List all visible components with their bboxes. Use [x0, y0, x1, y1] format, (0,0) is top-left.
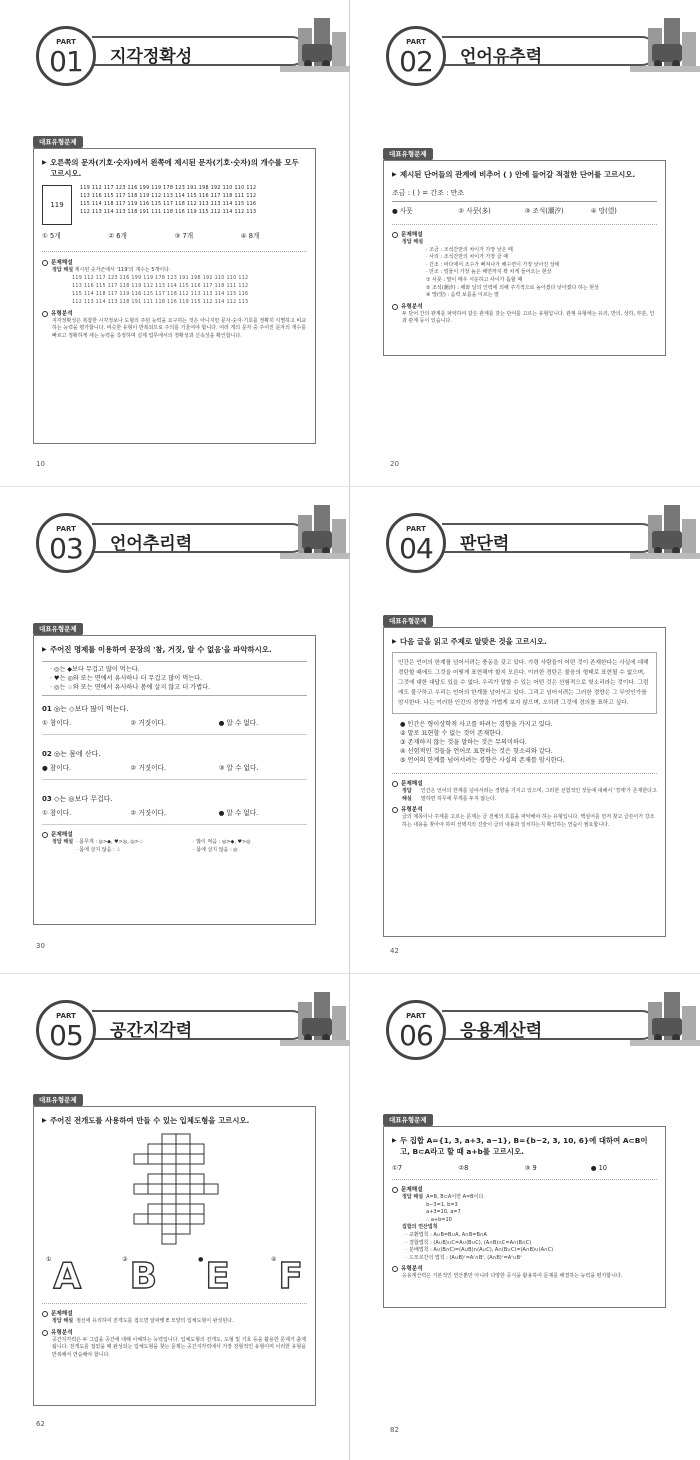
wrong-note: ② 조석(潮汐) : 해와 달의 인력에 의해 주기적으로 높아졌다 낮아졌다 하는 현상 [426, 284, 599, 291]
note-line: · 간조 : 바다에서 조수가 빠져나가 해수면이 가장 낮아진 상태 [426, 261, 560, 268]
option-1[interactable]: ● 인간은 형이상학적 사고를 하려는 경향을 가지고 있다. [400, 721, 553, 728]
analysis-heading [392, 231, 657, 239]
data-block [42, 185, 307, 225]
formula-line: · 결합법칙 : (A∪B)∪C=A∪(B∪C), (A∩B)∩C=A∩(B∩C) [406, 1239, 532, 1246]
part-title: 지각정확성 [110, 47, 193, 67]
part-number: 02 [399, 45, 433, 78]
part-badge [36, 1000, 96, 1060]
item-number: 03 [42, 795, 52, 803]
bullet-icon [42, 1311, 48, 1317]
answer-label: 정답 해설 [52, 839, 74, 845]
option[interactable]: ① 참이다. [42, 809, 72, 817]
type-text: 공간지각력은 두 그림을 공간에 대해 이해하는 능력입니다. 입체도형의 전개도, 도형 및 기호 등을 활용한 문제가 출제됩니다. 전개도를 접었을 때 완성되는 입체도형을 찾는 문제는 공간지각력에서 가장 전형적인 유형이며 이러한 유형을 반복해서 연습해야 합니다. [52, 1336, 307, 1358]
part-label: PART [56, 38, 76, 46]
part-badge [386, 26, 446, 86]
part-badge [386, 513, 446, 573]
explain-line: A=B, B⊂A이면 A=B이다. [426, 1194, 485, 1200]
part-badge [36, 26, 96, 86]
part-label: PART [406, 525, 426, 533]
option-1[interactable] [46, 1256, 81, 1297]
part-header [0, 487, 350, 607]
type-label: 유형분석 [51, 310, 73, 317]
option-4[interactable]: ④ 망(望) [590, 207, 617, 215]
bullet-icon [392, 232, 398, 238]
analysis-section [42, 1303, 307, 1359]
option-4[interactable]: ④ 선험적인 것들을 언어로 표현하는 것은 헛소리와 같다. [400, 748, 553, 755]
analysis-heading [42, 259, 307, 267]
type-heading [42, 1329, 307, 1337]
part-title: 언어유추력 [460, 47, 543, 67]
explain-line: · 많이 먹음 : ◎>◆, ♥>◎ [193, 839, 251, 845]
analysis-row [52, 839, 307, 854]
type-text: 두 단어 간의 관계를 파악하여 같은 관계를 갖는 단어를 고르는 유형입니다. 관계 유형에는 유의, 반의, 상하, 부분, 인과 관계 등이 있습니다. [402, 310, 655, 325]
statement-options [392, 720, 657, 765]
problem-box [383, 160, 666, 356]
city-illustration [278, 982, 350, 1054]
representative-tag: 대표유형문제 [383, 148, 433, 160]
option-2[interactable]: ②8 [458, 1164, 469, 1172]
type-heading [392, 806, 657, 814]
bullet-icon [42, 832, 48, 838]
grid-row: 115 114 118 117 119 116 115 117 118 112 113 113 114 115 116 [72, 291, 249, 297]
bullet-icon [392, 304, 398, 310]
answer-row [402, 788, 657, 803]
option-3[interactable]: ③ 존재하지 않는 것을 말하는 것은 무의미하다. [400, 739, 527, 746]
item-options [42, 763, 307, 780]
item-number: 02 [42, 750, 52, 758]
page-number: 20 [390, 460, 399, 468]
option-mark: ● [198, 1256, 204, 1263]
part-title: 판단력 [460, 534, 510, 554]
item-options [42, 808, 307, 825]
option-mark: ① [46, 1256, 52, 1263]
answer-label: 정답 해설 [402, 788, 412, 802]
option-4[interactable]: ④ 8개 [240, 232, 260, 240]
page-number: 30 [36, 942, 45, 950]
wrong-note: ④ 망(望) : 음력 보름을 이르는 말 [426, 292, 499, 299]
block-letter: B [129, 1256, 158, 1297]
explain-lines [426, 1194, 485, 1224]
option-1[interactable]: ① 5개 [42, 232, 61, 240]
part-number: 05 [49, 1019, 83, 1052]
analysis-section [392, 773, 657, 829]
part-number: 03 [49, 532, 83, 565]
reading-passage: 인간은 언어의 한계를 넘어서려는 충동을 갖고 있다. 가령 사람들이 어떤 것이 존재한다는 사실에 대해 경탄할 때에도 그것을 어떻게 표현해야 할지 모른다. 이러한 경탄은 물음의 형태로 표현될 수 없으며, 그것에 대한 대답도 있을 수 없다. 우리가 말할 수 있는 어떤 것은 선험적으로 헛소리라는 것이다. 그럼에도 불구하고 우리는 언어의 한계를 넘어서고 있다. 그리고 넘어서려는 그러한 경향은 그 무엇인가를 암시한다. 나는 이러한 인간의 경향을 가볍게 보지 않으며, 오히려 그것에 경의를 표하고 싶다. [392, 652, 657, 714]
shape-options [42, 1256, 307, 1297]
type-text: 글의 제목이나 주제를 고르는 문제는 글 전체의 흐름을 파악해야 하는 유형입니다. 핵심어를 먼저 찾고 글쓴이가 강조하는 내용을 찾아야 하며 선택지의 진술이 글의 내용과 일치하는지 확인하는 연습이 필요합니다. [402, 814, 655, 828]
type-heading [42, 310, 307, 318]
analysis-heading [42, 1310, 307, 1318]
answer-explain: 인간은 언어의 한계를 넘어서려는 경향을 가지고 있으며, 그러한 선험적인 것들에 대해서 '경계'가 존재한다고 말하면 허무에 무게를 두지 않는다. [420, 788, 657, 802]
problem-box [33, 635, 316, 925]
bullet-icon [392, 781, 398, 787]
bullet-icon [42, 311, 48, 317]
answer-options [42, 231, 307, 241]
premise: · ◎는 ◆보다 무겁고 많이 먹는다. [50, 666, 140, 673]
part-badge [386, 1000, 446, 1060]
type-heading [392, 303, 657, 311]
option[interactable]: ● 알 수 없다. [218, 719, 259, 727]
option-5[interactable]: ⑤ 언어의 한계를 넘어서려는 경향은 사실의 존재를 암시한다. [400, 757, 565, 764]
item-02 [42, 749, 307, 759]
page-part-04 [350, 487, 700, 973]
option-3[interactable] [198, 1256, 230, 1297]
bullet-icon [392, 1187, 398, 1193]
wrong-note: ① 사뭇 : 말이 매우 서운하고 사이가 뜸할 때 [426, 276, 523, 283]
analysis-section [392, 224, 657, 326]
answer-explain: 점선에 유의하여 전개도를 접으면 알파벳 E 모양의 입체도형이 완성된다. [76, 1318, 234, 1324]
grid-row: 119 112 117 123 116 199 119 178 123 191 198 192 110 110 112 [72, 275, 249, 281]
question-text: ▶ 두 집합 A={1, 3, a+3, a−1}, B={b−2, 3, 10, 6}에 대하여 A⊂B이고, B⊂A라고 할 때 a+b를 고르시오. [392, 1135, 657, 1157]
page-part-02 [350, 0, 700, 486]
city-illustration [628, 982, 700, 1054]
item-number: 01 [42, 705, 52, 713]
option-4[interactable]: ● 10 [590, 1164, 607, 1172]
analysis-heading [392, 1186, 657, 1194]
page-part-03 [0, 487, 350, 973]
problem-box [383, 1126, 666, 1308]
answer-row [52, 267, 307, 275]
analysis-label: 문제해설 [51, 1311, 73, 1317]
option[interactable]: ② 거짓이다. [130, 719, 166, 727]
part-badge [36, 513, 96, 573]
option-2[interactable]: ② 사뭇(多) [458, 207, 491, 215]
explain-line: ∴ a+b=10 [426, 1216, 452, 1223]
page-part-05 [0, 974, 350, 1460]
item-text: ◎는 몸에 산다. [53, 750, 101, 758]
part-title: 언어추리력 [110, 534, 193, 554]
page-part-06 [350, 974, 700, 1460]
item-01 [42, 704, 307, 714]
type-label: 유형분석 [401, 1266, 423, 1273]
part-number: 06 [399, 1019, 433, 1052]
bullet-icon [392, 807, 398, 813]
option[interactable]: ② 거짓이다. [130, 809, 166, 817]
item-text: ◇는 ◎보다 무겁다. [53, 795, 113, 803]
formula-line: · 교환법칙 : A∪B=B∪A, A∩B=B∩A [406, 1231, 487, 1238]
option-mark: ④ [271, 1256, 277, 1263]
part-header [0, 0, 350, 120]
representative-tag: 대표유형문제 [383, 615, 433, 627]
explain-line: a+3=10, a=7 [426, 1209, 461, 1216]
representative-tag: 대표유형문제 [383, 1114, 433, 1126]
city-illustration [278, 8, 350, 80]
city-illustration [628, 495, 700, 567]
grid-row: 119 112 117 123 116 199 119 178 123 191 198 192 110 110 112 [80, 186, 257, 191]
analysis-label: 문제해설 [401, 232, 423, 238]
city-illustration [628, 8, 700, 80]
part-header [350, 0, 700, 120]
city-illustration [278, 495, 350, 567]
explain-line: · 몸에 살지 않음 : ♤ [76, 846, 121, 853]
premise: · ♥는 ◎와 또는 면에서 유사하나 더 무겁고 많이 먹는다. [50, 675, 203, 682]
page-part-01 [0, 0, 350, 486]
question-text: ▶ 다음 글을 읽고 주제로 알맞은 것을 고르시오. [392, 636, 657, 647]
item-options [42, 718, 307, 735]
part-title: 공간지각력 [110, 1021, 193, 1041]
representative-tag: 대표유형문제 [33, 136, 83, 148]
part-label: PART [406, 38, 426, 46]
type-text: 지각정확성은 복잡한 시각정보나 도형의 주된 능력을 요구하는 것은 아니지만 문자·숫자·기호를 정확히 식별하고 비교하는 능력을 평가합니다. 비슷한 유형이 반복되므로 주의를 기울여야 합니다. 여러 개의 문자 중 주어진 문자의 개수를 빠르고 정확하게 세는 능력을 측정하며 실제 업무에서의 정확성과 신속성을 확인합니다. [52, 317, 307, 339]
formula-title: 집합의 연산법칙 [402, 1224, 438, 1231]
formula-list [406, 1232, 657, 1262]
answer-label: 정답 해설 [402, 239, 424, 245]
option[interactable]: ① 참이다. [42, 719, 72, 727]
option-3[interactable]: ③ 9 [524, 1164, 537, 1172]
answer-explain: 제시된 숫자군에서 '119'의 개수는 5개이다. [74, 267, 171, 273]
option[interactable]: ● 참이다. [42, 764, 72, 772]
analysis-label: 문제해설 [401, 781, 423, 787]
answer-options [392, 206, 657, 216]
question-text: ▶ 주어진 전개도를 사용하여 만들 수 있는 입체도형을 고르시오. [42, 1115, 307, 1126]
part-label: PART [56, 1012, 76, 1020]
grid-row: 115 114 118 117 119 116 115 117 118 112 113 113 114 115 116 [80, 202, 257, 207]
analysis-section [392, 1179, 657, 1281]
part-label: PART [406, 1012, 426, 1020]
part-number: 01 [49, 45, 83, 78]
page-number: 10 [36, 460, 45, 468]
formula-line: · 드모르간의 법칙 : (A∪B)ᶜ=Aᶜ∩Bᶜ, (A∩B)ᶜ=Aᶜ∪Bᶜ [406, 1254, 522, 1261]
number-grid [80, 185, 256, 225]
type-text: 응용계산력은 기본적인 연산뿐만 아니라 다양한 공식을 활용하여 문제를 해결하는 능력을 평가합니다. [402, 1273, 623, 1280]
grid-row: 113 116 115 117 118 119 112 113 114 115 116 117 118 111 112 [72, 283, 249, 289]
analysis-label: 문제해설 [51, 832, 73, 838]
option-mark: ② [122, 1256, 128, 1263]
option-1[interactable]: ①7 [392, 1164, 403, 1172]
option-1[interactable]: ● 사뭇 [392, 207, 413, 215]
analysis-heading [392, 780, 657, 788]
question-text: ▶ 주어진 명제를 이용하여 문장의 '참, 거짓, 알 수 없음'을 파악하시오. [42, 644, 307, 655]
part-title: 응용계산력 [460, 1021, 543, 1041]
analogy-prompt: 조금 : ( ) = 간조 : 만조 [392, 188, 657, 202]
part-label: PART [56, 525, 76, 533]
option-4[interactable] [271, 1256, 303, 1297]
block-letter: A [53, 1256, 82, 1297]
block-letter: F [278, 1256, 303, 1297]
target-number: 119 [42, 185, 72, 225]
option-2[interactable]: ② 6개 [108, 232, 127, 240]
type-label: 유형분석 [401, 303, 423, 310]
grid-row: 112 113 114 113 118 191 111 118 116 119 115 112 114 112 113 [80, 210, 257, 215]
part-number: 04 [399, 532, 433, 565]
premise: · ◎는 ♤와 또는 면에서 유사하나 몸에 살지 않고 더 가볍다. [50, 684, 211, 691]
answer-row [52, 1318, 307, 1326]
explain-line: · 몸무게 : ◎>◆, ♥>◎, ◎>♤ [76, 839, 144, 845]
type-label: 유형분석 [51, 1329, 73, 1336]
representative-tag: 대표유형문제 [33, 1094, 83, 1106]
answer-label: 정답 해설 [52, 267, 74, 273]
item-text: ◎는 ◇보다 많이 먹는다. [53, 705, 129, 713]
item-03 [42, 794, 307, 804]
problem-box [33, 1106, 316, 1406]
option-2[interactable] [122, 1256, 157, 1297]
definitions [426, 247, 657, 300]
analysis-label: 문제해설 [51, 260, 73, 266]
marked-grid [72, 275, 307, 307]
problem-box [33, 148, 316, 444]
part-header [0, 974, 350, 1094]
note-line: · 만조 : 밀물이 가장 높은 해면까지 꽉 차게 들어오는 현상 [426, 269, 552, 276]
formula-line: · 분배법칙 : A∪(B∩C)=(A∪B)∩(A∪C), A∩(B∪C)=(A∩B)∪(A∩C) [406, 1247, 554, 1254]
page-number: 42 [390, 947, 399, 955]
question-text: ▶ 제시된 단어들의 관계에 비추어 ( ) 안에 들어갈 적절한 단어를 고르시오. [392, 169, 657, 180]
note-line: · 조금 : 조석간만의 차이가 가장 낮은 때 [426, 246, 513, 253]
bullet-icon [392, 1266, 398, 1272]
block-letter: E [205, 1256, 230, 1297]
note-line: · 사리 : 조석간만의 차이가 가장 클 때 [426, 254, 509, 261]
option[interactable]: ③ 알 수 없다. [218, 764, 259, 772]
analysis-label: 문제해설 [401, 1187, 423, 1193]
page-number: 62 [36, 1420, 45, 1428]
option[interactable]: ● 알 수 없다. [218, 809, 259, 817]
representative-tag: 대표유형문제 [33, 623, 83, 635]
bullet-icon [42, 260, 48, 266]
grid-row: 112 113 114 113 118 191 111 118 116 119 115 112 114 112 113 [72, 299, 249, 305]
part-header [350, 487, 700, 607]
part-header [350, 974, 700, 1094]
premise-list [42, 661, 307, 696]
type-label: 유형분석 [401, 807, 423, 814]
answer-label: 정답 해설 [402, 1194, 424, 1200]
analysis-section [42, 251, 307, 340]
explain-line: b−3=1, b=3 [426, 1201, 458, 1208]
answer-options [392, 1163, 657, 1173]
option-3[interactable]: ③ 7개 [174, 232, 194, 240]
option[interactable]: ② 거짓이다. [130, 764, 166, 772]
answer-label: 정답 해설 [52, 1318, 74, 1324]
page-number: 82 [390, 1426, 399, 1434]
bullet-icon [42, 1330, 48, 1336]
grid-row: 113 116 115 117 118 119 112 113 114 115 116 117 118 111 112 [80, 194, 257, 199]
explain-line: · 몸에 살지 않음 : ◎ [193, 846, 238, 853]
analysis-heading [42, 831, 307, 839]
question-text: ▶ 오른쪽의 문자(기호·숫자)에서 왼쪽에 제시된 문자(기호·숫자)의 개수를 모두 고르시오. [42, 157, 307, 179]
problem-box [383, 627, 666, 937]
option-3[interactable]: ③ 조석(潮汐) [524, 207, 564, 215]
option-2[interactable]: ② 말로 표현할 수 없는 것이 존재한다. [400, 730, 503, 737]
cube-net-diagram [122, 1132, 222, 1250]
answer-row [402, 1194, 657, 1224]
answer-label-row [402, 239, 657, 247]
